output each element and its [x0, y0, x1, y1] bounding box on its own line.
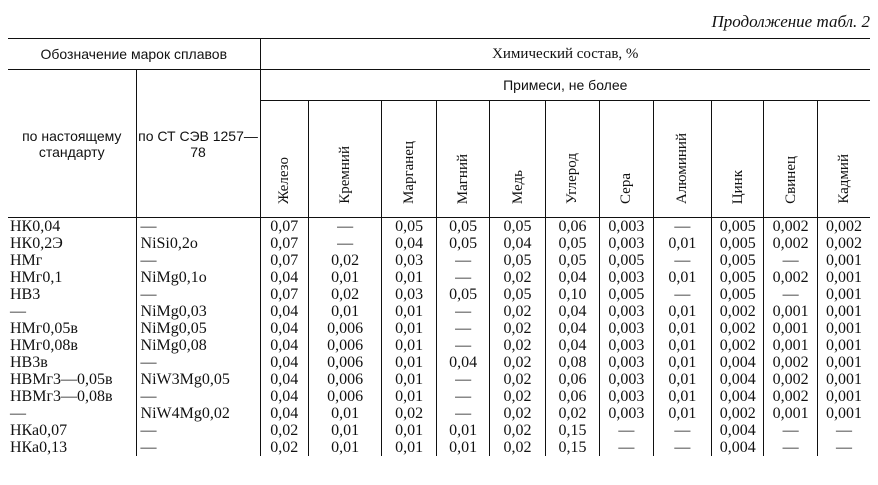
value-manganese: 0,01 — [382, 337, 436, 354]
this-standard-header: по настоящему стандарту — [8, 70, 136, 218]
value-sulfur: — — [600, 439, 653, 456]
table-row — [8, 218, 870, 236]
value-zinc: 0,002 — [712, 320, 764, 337]
value-lead: 0,002 — [764, 235, 817, 252]
value-magnesium: 0,05 — [436, 218, 489, 236]
grade-this-standard: НМг0,08в — [10, 337, 78, 354]
element-header-sulfur: Сера — [600, 101, 653, 218]
grade-cmea: NiMg0,05 — [136, 320, 260, 337]
value-magnesium: — — [436, 252, 489, 269]
value-manganese: 0,01 — [382, 354, 436, 371]
value-silicon: — — [308, 218, 382, 236]
value-cadmium: 0,001 — [817, 388, 870, 405]
element-header-cadmium: Кадмий — [817, 101, 870, 218]
value-carbon: 0,06 — [545, 371, 599, 388]
grade-cmea: — — [136, 354, 260, 371]
grade-this-standard: НМг0,05в — [10, 320, 78, 337]
element-header-lead: Свинец — [764, 101, 817, 218]
value-sulfur: 0,003 — [600, 320, 653, 337]
value-manganese: 0,03 — [382, 252, 436, 269]
value-aluminium: 0,01 — [653, 269, 711, 286]
element-header-copper: Медь — [490, 101, 545, 218]
value-aluminium: — — [653, 218, 711, 236]
value-silicon: — — [308, 235, 382, 252]
table-row — [8, 422, 870, 439]
value-cadmium: 0,001 — [817, 354, 870, 371]
value-lead: — — [764, 439, 817, 456]
value-zinc: 0,002 — [712, 303, 764, 320]
table-row — [8, 371, 870, 388]
value-iron: 0,04 — [260, 405, 308, 422]
value-lead: — — [764, 422, 817, 439]
value-copper: 0,02 — [490, 439, 545, 456]
value-manganese: 0,01 — [382, 422, 436, 439]
value-iron: 0,04 — [260, 337, 308, 354]
value-aluminium: 0,01 — [653, 320, 711, 337]
value-copper: 0,02 — [490, 422, 545, 439]
value-magnesium: 0,01 — [436, 439, 489, 456]
value-silicon: 0,01 — [308, 269, 382, 286]
value-cadmium: 0,001 — [817, 286, 870, 303]
value-copper: 0,02 — [490, 320, 545, 337]
element-header-iron: Железо — [260, 101, 308, 218]
value-iron: 0,02 — [260, 422, 308, 439]
value-lead: 0,002 — [764, 388, 817, 405]
value-manganese: 0,02 — [382, 405, 436, 422]
value-zinc: 0,005 — [712, 252, 764, 269]
table-row — [8, 354, 870, 371]
value-magnesium: — — [436, 303, 489, 320]
value-zinc: 0,005 — [712, 218, 764, 236]
value-silicon: 0,01 — [308, 439, 382, 456]
value-aluminium: 0,01 — [653, 354, 711, 371]
element-header-aluminium: Алюминий — [653, 101, 711, 218]
grade-this-standard: — — [10, 303, 26, 320]
value-magnesium: — — [436, 405, 489, 422]
grade-this-standard: НВМг3—0,05в — [10, 371, 113, 388]
value-aluminium: 0,01 — [653, 388, 711, 405]
value-sulfur: 0,005 — [600, 286, 653, 303]
value-sulfur: 0,003 — [600, 354, 653, 371]
value-aluminium: 0,01 — [653, 303, 711, 320]
value-silicon: 0,01 — [308, 405, 382, 422]
value-zinc: 0,004 — [712, 371, 764, 388]
value-lead: 0,001 — [764, 405, 817, 422]
value-silicon: 0,01 — [308, 303, 382, 320]
value-aluminium: 0,01 — [653, 371, 711, 388]
value-iron: 0,04 — [260, 320, 308, 337]
value-carbon: 0,04 — [545, 337, 599, 354]
designation-header: Обозначение марок сплавов — [8, 39, 260, 70]
value-iron: 0,04 — [260, 303, 308, 320]
table-row — [8, 303, 870, 320]
cmea-standard-header: по СТ СЭВ 1257—78 — [136, 70, 260, 218]
value-cadmium: 0,001 — [817, 252, 870, 269]
value-copper: 0,04 — [490, 235, 545, 252]
value-lead: 0,002 — [764, 371, 817, 388]
value-silicon: 0,006 — [308, 354, 382, 371]
value-iron: 0,04 — [260, 269, 308, 286]
value-zinc: 0,005 — [712, 286, 764, 303]
value-zinc: 0,004 — [712, 388, 764, 405]
table-row — [8, 320, 870, 337]
grade-this-standard: — — [10, 405, 26, 422]
value-copper: 0,02 — [490, 405, 545, 422]
element-header-carbon: Углерод — [545, 101, 599, 218]
value-silicon: 0,01 — [308, 422, 382, 439]
value-manganese: 0,01 — [382, 303, 436, 320]
table-caption: Продолжение табл. 2 — [711, 12, 870, 31]
table-row — [8, 235, 870, 252]
value-copper: 0,05 — [490, 252, 545, 269]
grade-this-standard: НК0,2Э — [10, 235, 63, 252]
value-carbon: 0,04 — [545, 303, 599, 320]
table-row — [8, 337, 870, 354]
grade-cmea: — — [136, 422, 260, 439]
value-aluminium: 0,01 — [653, 337, 711, 354]
value-zinc: 0,002 — [712, 405, 764, 422]
value-copper: 0,05 — [490, 286, 545, 303]
value-iron: 0,04 — [260, 371, 308, 388]
value-lead: 0,001 — [764, 320, 817, 337]
value-iron: 0,07 — [260, 252, 308, 269]
value-silicon: 0,006 — [308, 337, 382, 354]
value-carbon: 0,08 — [545, 354, 599, 371]
value-silicon: 0,006 — [308, 320, 382, 337]
grade-cmea: — — [136, 439, 260, 456]
value-zinc: 0,002 — [712, 337, 764, 354]
value-lead: — — [764, 286, 817, 303]
value-manganese: 0,04 — [382, 235, 436, 252]
value-aluminium: 0,01 — [653, 235, 711, 252]
value-magnesium: 0,05 — [436, 235, 489, 252]
grade-cmea: NiW3Mg0,05 — [136, 371, 260, 388]
value-magnesium: — — [436, 371, 489, 388]
value-copper: 0,02 — [490, 371, 545, 388]
value-carbon: 0,10 — [545, 286, 599, 303]
value-iron: 0,07 — [260, 235, 308, 252]
value-lead: — — [764, 252, 817, 269]
value-magnesium: — — [436, 388, 489, 405]
value-zinc: 0,005 — [712, 235, 764, 252]
table-row — [8, 269, 870, 286]
grade-cmea: — — [136, 286, 260, 303]
value-copper: 0,02 — [490, 269, 545, 286]
value-zinc: 0,004 — [712, 439, 764, 456]
table-row — [8, 439, 870, 456]
value-copper: 0,02 — [490, 354, 545, 371]
grade-cmea: — — [136, 388, 260, 405]
value-manganese: 0,01 — [382, 371, 436, 388]
grade-this-standard: НКа0,07 — [10, 422, 68, 439]
value-silicon: 0,006 — [308, 371, 382, 388]
value-carbon: 0,05 — [545, 235, 599, 252]
value-carbon: 0,15 — [545, 439, 599, 456]
table-body — [8, 218, 870, 457]
value-zinc: 0,005 — [712, 269, 764, 286]
value-magnesium: — — [436, 320, 489, 337]
value-cadmium: 0,002 — [817, 235, 870, 252]
value-magnesium: — — [436, 269, 489, 286]
value-sulfur: 0,003 — [600, 371, 653, 388]
table-row — [8, 388, 870, 405]
grade-this-standard: НКа0,13 — [10, 439, 68, 456]
value-cadmium: 0,001 — [817, 405, 870, 422]
value-manganese: 0,01 — [382, 439, 436, 456]
value-aluminium: — — [653, 439, 711, 456]
value-aluminium: — — [653, 422, 711, 439]
value-lead: 0,002 — [764, 354, 817, 371]
value-sulfur: 0,003 — [600, 337, 653, 354]
value-sulfur: 0,003 — [600, 388, 653, 405]
value-iron: 0,04 — [260, 354, 308, 371]
value-lead: 0,002 — [764, 269, 817, 286]
value-sulfur: 0,003 — [600, 218, 653, 236]
grade-this-standard: НК0,04 — [10, 218, 61, 235]
composition-header: Химический состав, % — [260, 39, 870, 70]
value-sulfur: 0,003 — [600, 405, 653, 422]
value-iron: 0,04 — [260, 388, 308, 405]
value-iron: 0,02 — [260, 439, 308, 456]
value-carbon: 0,04 — [545, 269, 599, 286]
grade-cmea: NiW4Mg0,02 — [136, 405, 260, 422]
value-manganese: 0,03 — [382, 286, 436, 303]
value-sulfur: 0,003 — [600, 235, 653, 252]
value-silicon: 0,02 — [308, 286, 382, 303]
value-magnesium: 0,04 — [436, 354, 489, 371]
value-carbon: 0,06 — [545, 388, 599, 405]
grade-cmea: NiMg0,03 — [136, 303, 260, 320]
value-sulfur: 0,003 — [600, 269, 653, 286]
value-cadmium: 0,001 — [817, 269, 870, 286]
grade-this-standard: НВМг3—0,08в — [10, 388, 113, 405]
value-zinc: 0,004 — [712, 422, 764, 439]
grade-this-standard: НВ3 — [10, 286, 41, 303]
table-row — [8, 252, 870, 269]
value-lead: 0,001 — [764, 303, 817, 320]
value-sulfur: 0,003 — [600, 303, 653, 320]
value-cadmium: 0,001 — [817, 337, 870, 354]
value-carbon: 0,05 — [545, 252, 599, 269]
grade-cmea: — — [136, 218, 260, 236]
value-manganese: 0,01 — [382, 320, 436, 337]
value-manganese: 0,01 — [382, 388, 436, 405]
value-copper: 0,02 — [490, 388, 545, 405]
grade-cmea: NiMg0,08 — [136, 337, 260, 354]
grade-this-standard: НМг — [10, 252, 43, 269]
value-copper: 0,05 — [490, 218, 545, 236]
element-header-zinc: Цинк — [712, 101, 764, 218]
value-copper: 0,02 — [490, 303, 545, 320]
value-carbon: 0,04 — [545, 320, 599, 337]
value-lead: 0,001 — [764, 337, 817, 354]
value-cadmium: — — [817, 422, 870, 439]
impurities-header: Примеси, не более — [260, 70, 870, 101]
value-zinc: 0,004 — [712, 354, 764, 371]
value-copper: 0,02 — [490, 337, 545, 354]
value-cadmium: 0,001 — [817, 320, 870, 337]
value-lead: 0,002 — [764, 218, 817, 236]
value-cadmium: 0,001 — [817, 371, 870, 388]
value-magnesium: 0,05 — [436, 286, 489, 303]
value-carbon: 0,02 — [545, 405, 599, 422]
value-carbon: 0,15 — [545, 422, 599, 439]
element-header-magnesium: Магний — [436, 101, 489, 218]
value-silicon: 0,02 — [308, 252, 382, 269]
value-iron: 0,07 — [260, 286, 308, 303]
grade-this-standard: НВ3в — [10, 354, 48, 371]
grade-this-standard: НМг0,1 — [10, 269, 63, 286]
value-silicon: 0,006 — [308, 388, 382, 405]
grade-cmea: — — [136, 252, 260, 269]
value-manganese: 0,05 — [382, 218, 436, 236]
value-cadmium: 0,001 — [817, 303, 870, 320]
value-cadmium: 0,002 — [817, 218, 870, 236]
value-manganese: 0,01 — [382, 269, 436, 286]
value-aluminium: 0,01 — [653, 405, 711, 422]
value-carbon: 0,06 — [545, 218, 599, 236]
value-cadmium: — — [817, 439, 870, 456]
alloy-composition-table — [8, 38, 870, 456]
table-row — [8, 405, 870, 422]
value-magnesium: 0,01 — [436, 422, 489, 439]
value-iron: 0,07 — [260, 218, 308, 236]
value-aluminium: — — [653, 252, 711, 269]
element-header-silicon: Кремний — [308, 101, 382, 218]
value-aluminium: — — [653, 286, 711, 303]
element-header-manganese: Марганец — [382, 101, 436, 218]
value-sulfur: 0,005 — [600, 252, 653, 269]
table-row — [8, 286, 870, 303]
grade-cmea: NiSi0,2o — [136, 235, 260, 252]
value-sulfur: — — [600, 422, 653, 439]
value-magnesium: — — [436, 337, 489, 354]
grade-cmea: NiMg0,1o — [136, 269, 260, 286]
